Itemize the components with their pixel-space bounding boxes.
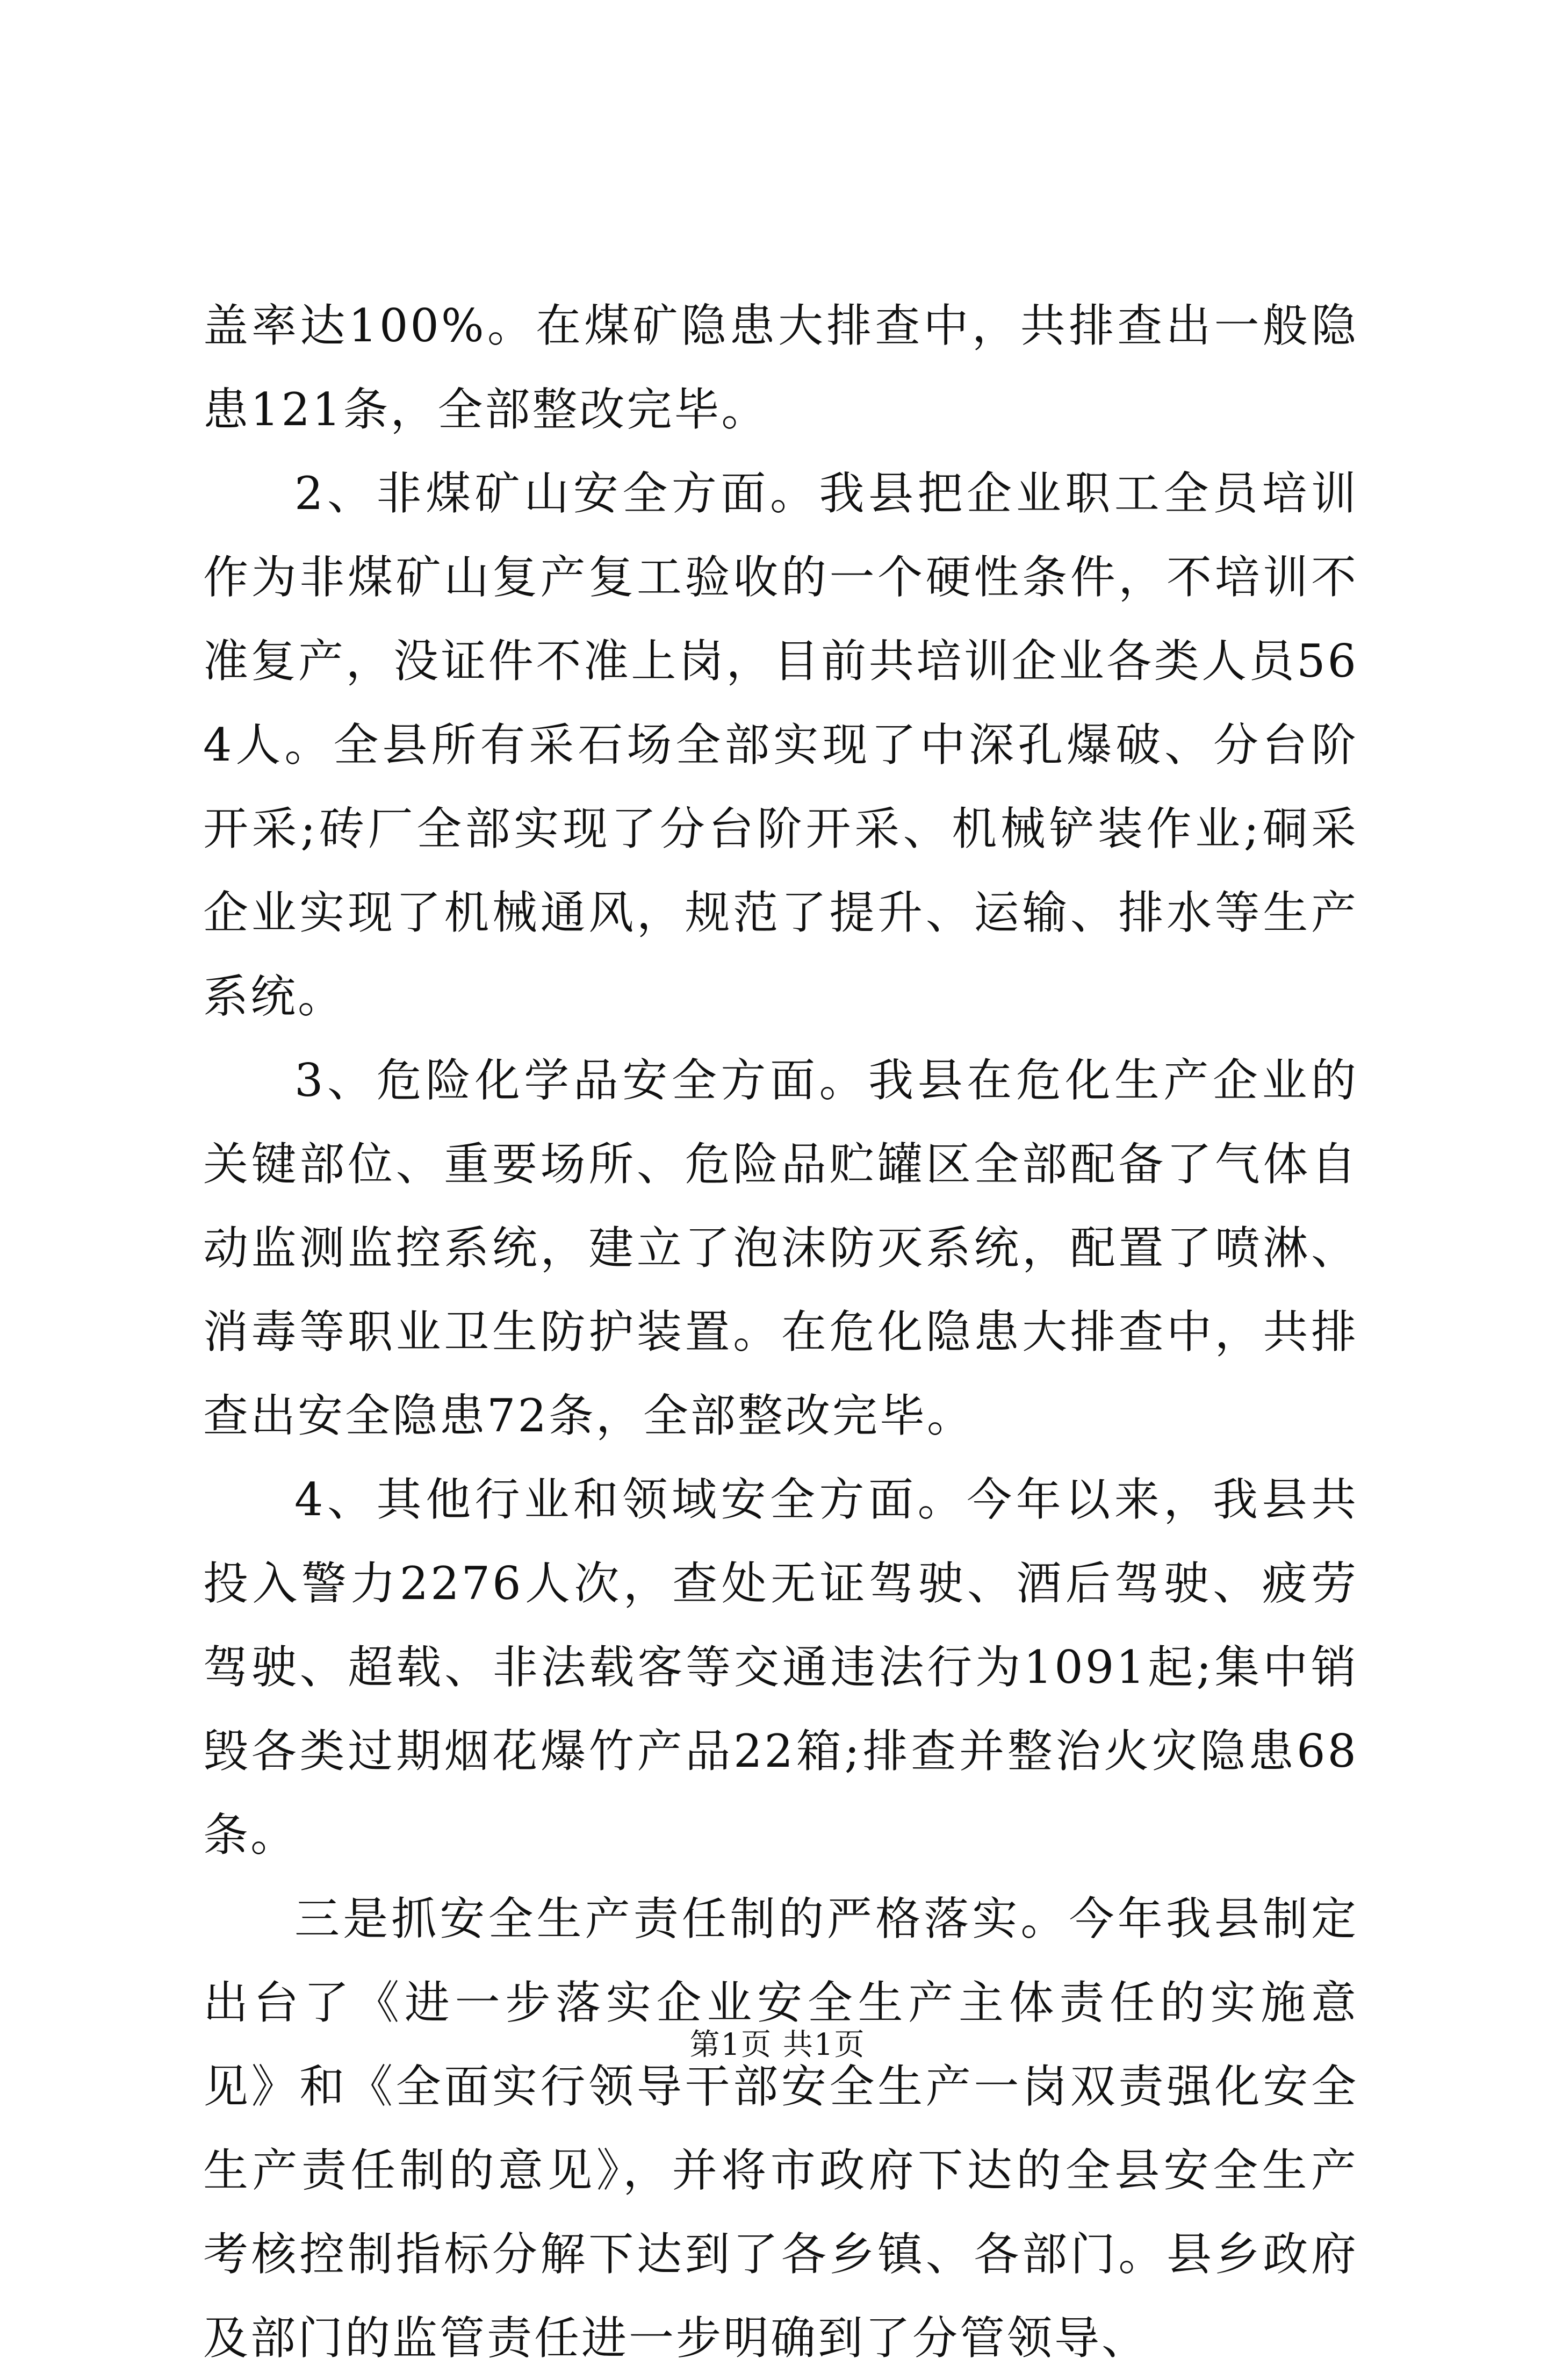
paragraph-non-coal-mine-safety: 2、非煤矿山安全方面。我县把企业职工全员培训作为非煤矿山复产复工验收的一个硬性条件，不培训不准复产，没证件不准上岗，目前共培训企业各类人员564人。全县所有采石场全部实现了中深孔爆破、分台阶开采;砖厂全部实现了分台阶开采、机械铲装作业;硐采企业实现了机械通风，规范了提升、运输、排水等生产系统。 — [203, 467, 1358, 1023]
document-body — [203, 284, 1358, 2380]
paragraph-other-industries-safety: 4、其他行业和领域安全方面。今年以来，我县共投入警力2276人次，查处无证驾驶、酒后驾驶、疲劳驾驶、超载、非法载客等交通违法行为1091起;集中销毁各类过期烟花爆竹产品22箱;排查并整治火灾隐患68条。 — [203, 1473, 1358, 1861]
paragraph-hazardous-chemicals-safety: 3、危险化学品安全方面。我县在危化生产企业的关键部位、重要场所、危险品贮罐区全部配备了气体自动监测监控系统，建立了泡沫防灭系统，配置了喷淋、消毒等职业卫生防护装置。在危化隐患大排查中，共排查出安全隐患72条，全部整改完毕。 — [203, 1054, 1358, 1442]
page-number-footer: 第1页 共1页 — [689, 2027, 866, 2062]
paragraph-coverage-continuation: 盖率达100%。在煤矿隐患大排查中，共排查出一般隐患121条，全部整改完毕。 — [203, 299, 1358, 436]
paragraph-responsibility-system: 三是抓安全生产责任制的严格落实。今年我县制定出台了《进一步落实企业安全生产主体责任的实施意见》和《全面实行领导干部安全生产一岗双责强化安全生产责任制的意见》，并将市政府下达的全县安全生产考核控制指标分解下达到了各乡镇、各部门。县乡政府及部门的监管责任进一步明确到了分管领导、 — [203, 1892, 1358, 2364]
